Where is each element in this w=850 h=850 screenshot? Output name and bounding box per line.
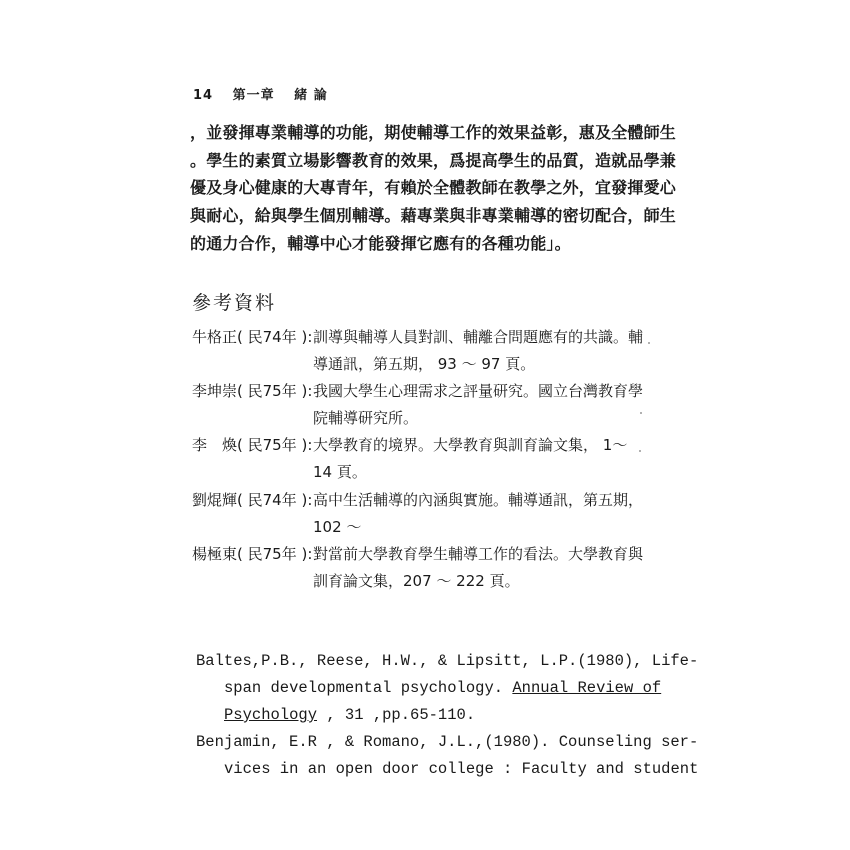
reference-text: vices in an open door college : Faculty and student <box>224 760 699 778</box>
chapter-title: 緒 論 <box>294 88 328 103</box>
reference-author: 楊極東( 民75年 ): <box>192 545 313 563</box>
reference-text: 高中生活輔導的內涵與實施。輔導通訊，第五期， <box>313 491 644 509</box>
reference-text: 大學教育的境界。大學教育與訓育論文集， 1～ <box>313 436 628 454</box>
reference-entry-english <box>196 648 698 729</box>
reference-text <box>196 702 698 729</box>
reference-text: 院輔導研究所。 <box>313 409 419 427</box>
body-line: 與耐心，給與學生個別輔導。藉專業與非專業輔導的密切配合，師生 <box>190 206 677 225</box>
reference-entry-english <box>196 729 698 783</box>
journal-title: Psychology <box>224 706 318 724</box>
chapter-label: 第一章 <box>232 88 275 103</box>
reference-author: 牛格正( 民74年 ): <box>192 328 313 346</box>
reference-text: 訓育論文集，207 ～ 222 頁。 <box>313 572 520 590</box>
reference-author: 李坤崇( 民75年 ): <box>192 382 313 400</box>
reference-text: 我國大學生心理需求之評量研究。國立台灣教育學 <box>313 382 644 400</box>
reference-author: 劉焜輝( 民74年 ): <box>192 491 313 509</box>
reference-text-fragment: , 31 ,pp.65-110. <box>317 706 476 724</box>
reference-text: Benjamin, E.R , & Romano, J.L.,(1980). Counseling ser- <box>196 733 699 751</box>
body-line: 的通力合作，輔導中心才能發揮它應有的各種功能」。 <box>190 234 571 253</box>
reference-text: 對當前大學教育學生輔導工作的看法。大學教育與 <box>313 545 644 563</box>
reference-author: 李 煥( 民75年 ): <box>192 436 313 454</box>
journal-title: Annual Review of <box>512 679 662 697</box>
reference-text: Baltes,P.B., Reese, H.W., & Lipsitt, L.P.(1980), Life- <box>196 652 699 670</box>
reference-text <box>196 675 698 702</box>
reference-text: 102 ～ <box>313 518 362 536</box>
section-title: 參考資料 <box>192 292 277 314</box>
reference-text: 14 頁。 <box>313 463 367 481</box>
scan-speck <box>648 342 650 344</box>
scan-speck <box>639 450 641 452</box>
running-head <box>193 84 342 103</box>
reference-text: 導通訊，第五期， 93 ～ 97 頁。 <box>313 355 536 373</box>
reference-text-fragment: span developmental psychology. <box>224 679 513 697</box>
body-line: 優及身心健康的大專青年，有賴於全體教師在教學之外，宜發揮愛心 <box>190 178 677 197</box>
page-number: 14 <box>193 88 214 103</box>
body-line: ，並發揮專業輔導的功能，期使輔導工作的效果益彰，惠及全體師生 <box>190 123 677 142</box>
body-line: 。學生的素質立場影響教育的效果，爲提高學生的品質，造就品學兼 <box>190 151 677 170</box>
scan-speck <box>640 412 642 414</box>
reference-text: 訓導與輔導人員對訓、輔離合問題應有的共識。輔 <box>313 328 644 346</box>
